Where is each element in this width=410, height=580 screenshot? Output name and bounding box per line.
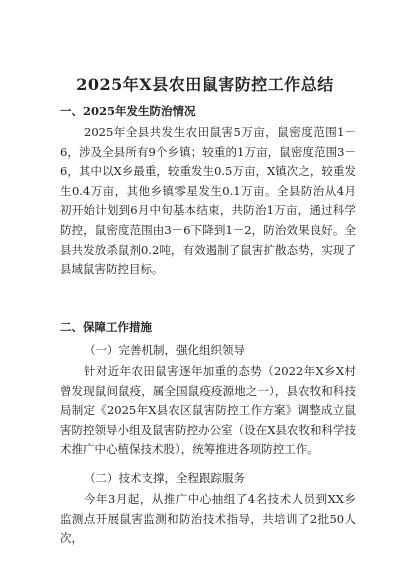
document-title: 2025年X县农田鼠害防控工作总结 (76, 75, 334, 94)
subsection-1-heading: （一）完善机制，强化组织领导 (84, 343, 245, 357)
subsection-2-heading: （二）技术支撑，全程跟踪服务 (84, 471, 245, 485)
section-2-heading: 二、保障工作措施 (60, 320, 152, 334)
subsection-1-paragraph: 针对近年农田鼠害逐年加重的态势（2022年X乡X村曾发现鼠间鼠疫，属全国鼠疫疫源地之一），县农牧和科技局制定《2025年X县农区鼠害防控工作方案》调整成立鼠害防控领导小组及鼠害防控办公室（设在X县农牧和科学技术推广中心植保技术股），统筹推进各项防控工作。 (60, 364, 356, 457)
section-1-heading: 一、2025年发生防治情况 (60, 104, 196, 118)
subsection-2-paragraph: 今年3月起，从推广中心抽组了4名技术人员到XX乡监测点开展鼠害监测和防治技术指导，共培训了2批50人次， (60, 492, 356, 546)
section-1-paragraph: 2025年全县共发生农田鼠害5万亩，鼠密度范围1－6，涉及全县所有9个乡镇；较重的1万亩，鼠密度范围3－6，其中以X乡最重，较重发生0.5万亩，X镇次之，较重发生0.4万亩，其他乡镇零星发生0.1万亩。全县防治从4月初开始计划到6月中旬基本结束，共防治1万亩，通过科学防控，鼠密度范围由3－6下降到1－2，防治效果良好。全县共发放杀鼠剂0.2吨，有效遏制了鼠害扩散态势，实现了县域鼠害防控目标。 (60, 125, 356, 277)
